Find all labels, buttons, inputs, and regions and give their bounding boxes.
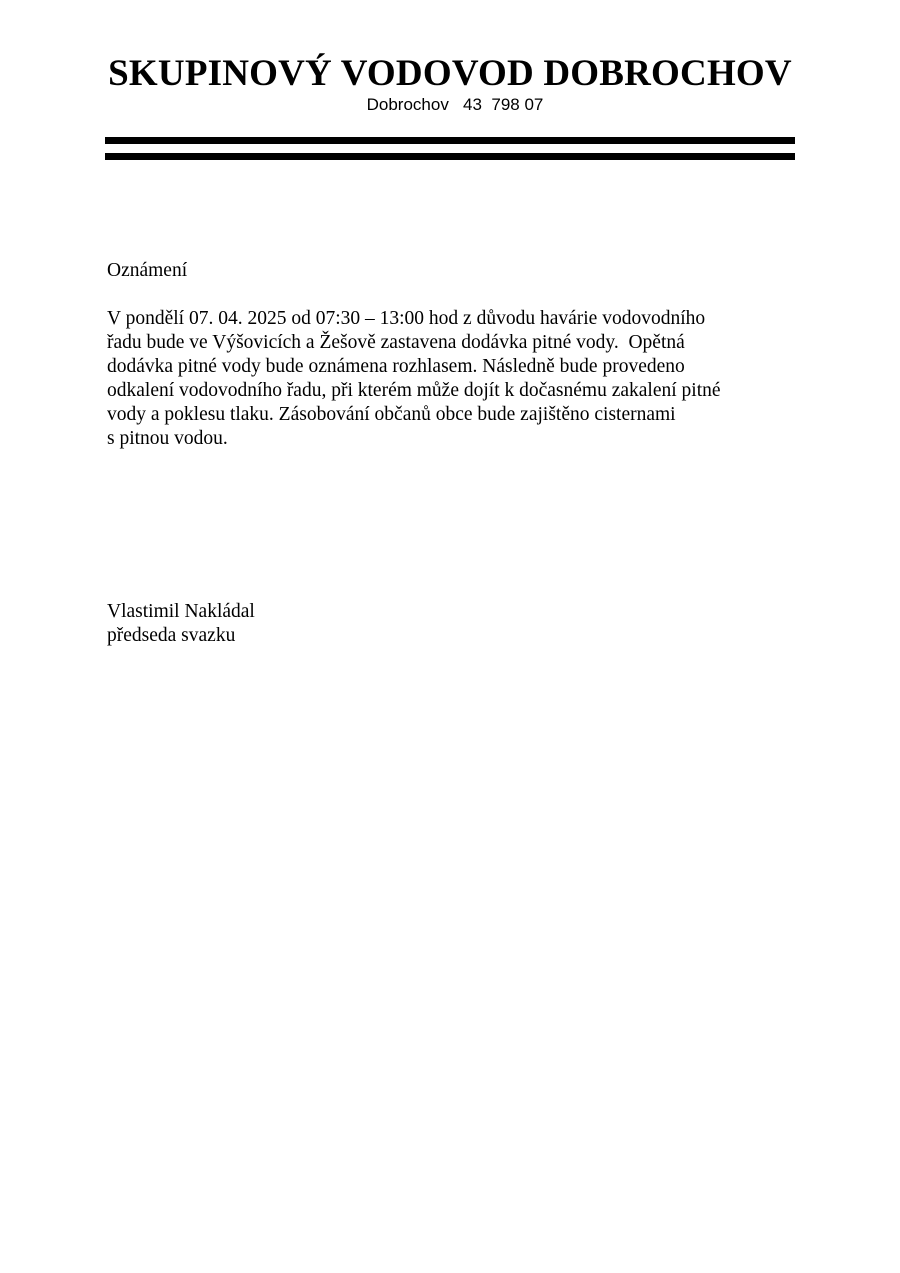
notice-body-line: s pitnou vodou. bbox=[107, 428, 228, 449]
letterhead-address: Dobrochov 43 798 07 bbox=[366, 95, 544, 114]
notice-body-line: dodávka pitné vody bude oznámena rozhlasem. Následně bude provedeno bbox=[107, 356, 685, 377]
letterhead-title: SKUPINOVÝ VODOVOD DOBROCHOV bbox=[108, 53, 792, 94]
notice-body bbox=[107, 307, 721, 451]
notice-body-line: řadu bude ve Výšovicích a Žešově zastavena dodávka pitné vody. Opětná bbox=[107, 332, 685, 353]
letterhead-rule-bottom bbox=[105, 153, 795, 160]
notice-heading: Oznámení bbox=[107, 260, 188, 281]
letterhead-rule-top bbox=[105, 137, 795, 144]
signature-name: Vlastimil Nakládal bbox=[107, 601, 255, 622]
notice-body-line: odkalení vodovodního řadu, při kterém může dojít k dočasnému zakalení pitné bbox=[107, 380, 721, 401]
notice-body-line: V pondělí 07. 04. 2025 od 07:30 – 13:00 hod z důvodu havárie vodovodního bbox=[107, 308, 706, 329]
signature-role: předseda svazku bbox=[107, 625, 236, 646]
notice-body-line: vody a poklesu tlaku. Zásobování občanů obce bude zajištěno cisternami bbox=[107, 404, 676, 425]
